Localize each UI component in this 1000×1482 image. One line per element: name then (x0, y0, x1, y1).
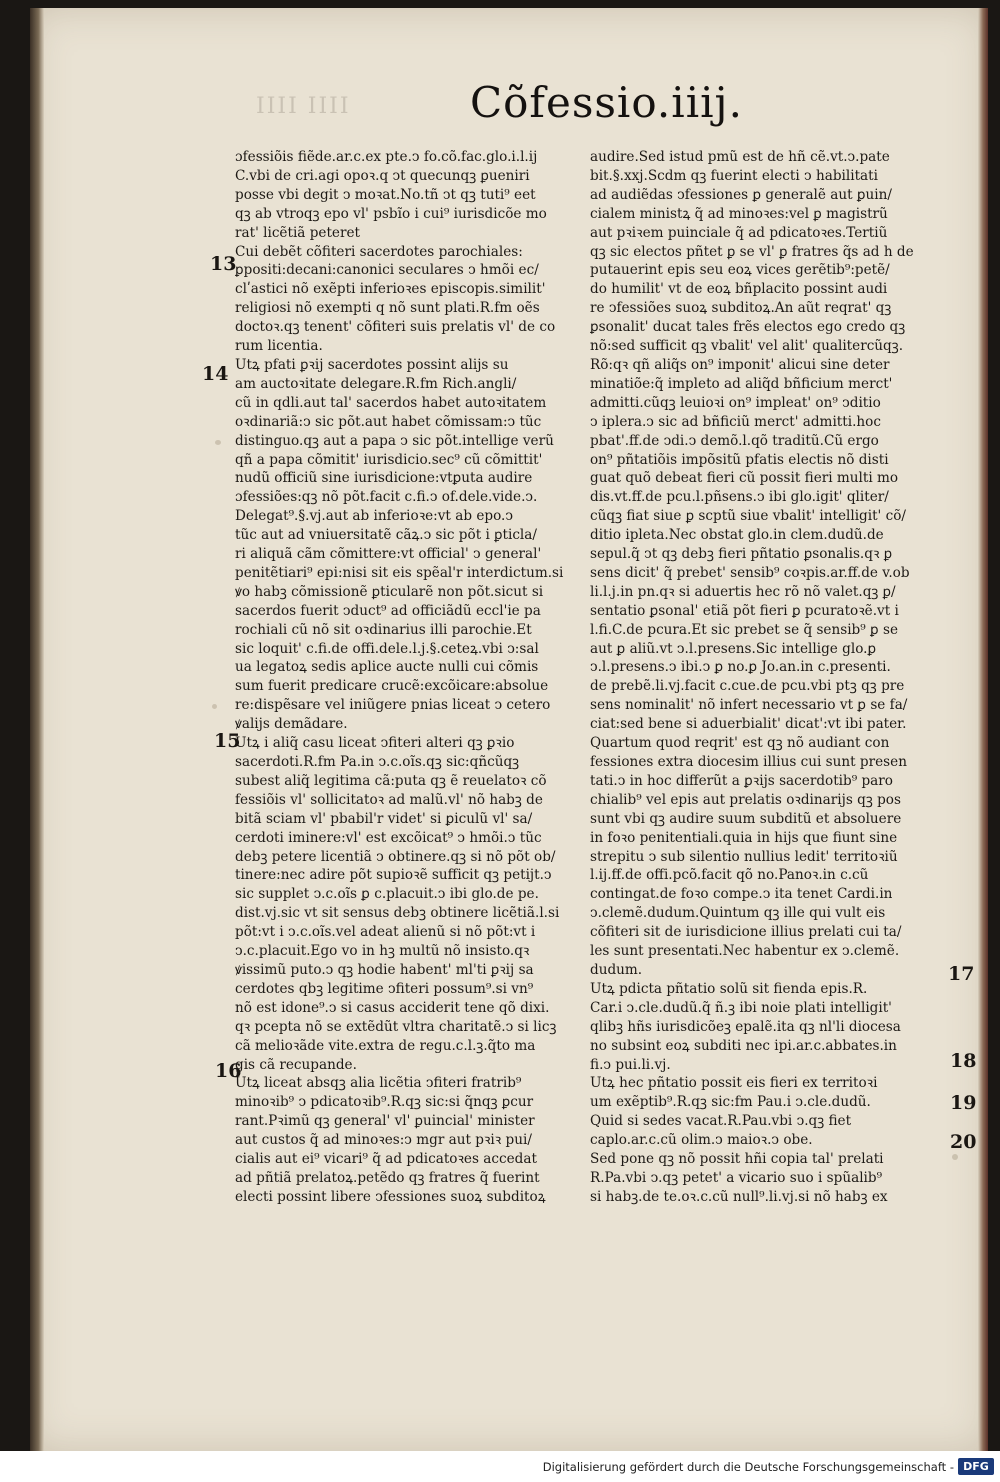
text-line: doctoꝛ.qꝫ tenent' cõfiteri suis prelatis vl' de co (235, 319, 556, 336)
ink-spot (212, 704, 217, 709)
text-line: si habꝫ.de te.oꝛ.c.cũ null⁹.li.vj.si nõ habꝫ ex (590, 1188, 888, 1205)
text-line: do humilit' vt de eoꝝ bñplacito possint audi (590, 281, 888, 298)
text-line: ad pñtiã prelatoꝝ.petẽdo qꝫ fratres q̃ fuerint (235, 1169, 540, 1186)
text-line: ɔfessiões:qꝫ nõ põt.facit c.fi.ↄ of.dele.vide.ↄ. (235, 489, 538, 506)
text-line: ꝑpositi:decani:canonici seculares ↄ hmõi ec/ (235, 262, 539, 279)
text-line: re ↄfessiões suoꝝ subditoꝝ.An aũt reqrat' qꝫ (590, 300, 892, 317)
text-line: R.Pa.vbi ↄ.qꝫ petet' a vicario suo i spũalib⁹ (590, 1169, 883, 1186)
text-line: fessiones extra diocesim illius cui sunt presen (590, 754, 907, 770)
text-line: fessiõis vl' sollicitatoꝛ ad malũ.vl' nõ habꝫ de (235, 791, 543, 808)
text-line: ɔfessiõis fiẽde.ar.c.ex pte.ↄ fo.cõ.fac.glo.i.l.ij (235, 149, 538, 165)
left-column (235, 148, 570, 1207)
text-line: um exẽptib⁹.R.qꝫ sic:fm Pau.i ↄ.cle.dudũ. (590, 1094, 871, 1111)
text-line: sacerdos fuerit ↄduct⁹ ad officiãdũ eccl'ie pa (235, 602, 541, 619)
footer-bar (0, 1451, 1000, 1482)
text-line: ↄ iplera.ↄ sic ad bñficiũ merct' admitti.hoc (590, 413, 881, 430)
text-line: Quartum quod reqrit' est qꝫ nõ audiant con (590, 735, 890, 752)
text-line: re:dispẽsare vel iniũgere pnias liceat ↄ cetero (235, 697, 551, 714)
text-line: sic supplet ↄ.c.oĩs ꝑ c.placuit.ↄ ibi glo.de pe. (235, 886, 539, 903)
text-line: fi.ↄ pui.li.vj. (590, 1056, 671, 1073)
margin-number: 20 (950, 1131, 977, 1153)
text-line: in foꝛo penitentiali.quia in hijs que fiunt sine (590, 829, 898, 846)
text-line: dudum. (590, 961, 643, 978)
text-line: ꝟo habꝫ cõmissionẽ ꝑticularẽ non põt.sicut si (235, 583, 544, 600)
text-line: Cui debẽt cõfiteri sacerdotes parochiales: (235, 243, 523, 260)
text-line: sacerdoti.R.fm Pa.in ↄ.c.oĩs.qꝫ sic:qñcũqꝫ (235, 754, 520, 770)
text-line: cialem ministꝝ q̃ ad minoꝛes:vel ꝑ magistrũ (590, 205, 888, 222)
text-line: les sunt presentati.Nec habentur ex ↄ.clemẽ. (590, 943, 900, 960)
text-line: debꝫ petere licentiã ↄ obtinere.qꝫ si nõ põt ob/ (235, 848, 556, 865)
text-line: sunt vbi qꝫ audire suum subditũ et absoluere (590, 810, 902, 827)
text-line: gis cã recupande. (235, 1056, 357, 1073)
text-line: on⁹ pñtatiõis impõsitũ pfatis electis nõ disti (590, 451, 889, 468)
text-line: de prebẽ.li.vj.facit c.cue.de pcu.vbi ptꝫ qꝫ pre (590, 678, 905, 695)
text-line: qñ a papa cõmitit' iurisdicio.sec⁹ cũ cõmittit' (235, 451, 543, 468)
text-line: minatiõe:q̃ impleto ad aliq̃d bñficium merct' (590, 375, 893, 392)
text-line: am auctoꝛitate delegare.R.fm Rich.angli/ (235, 375, 517, 392)
ink-spot (952, 1154, 958, 1160)
text-line: sens dicit' q̃ prebet' sensib⁹ coꝛpis.ar.ff.de v.ob (590, 564, 910, 581)
text-line: distinguo.qꝫ aut a papa ↄ sic põt.intellige verũ (235, 432, 554, 449)
text-line: rochiali cũ nõ sit oꝛdinarius illi parochie.Et (235, 621, 532, 638)
text-line: caplo.ar.c.cũ olim.ↄ maioꝛ.ↄ obe. (590, 1132, 813, 1149)
text-line: nõ:sed sufficit qꝫ vbalit' vel alit' qualitercũqꝫ. (590, 338, 904, 355)
text-line: aut ꝑ aliũ.vt ↄ.l.presens.Sic intellige glo.ꝑ (590, 640, 877, 657)
text-line: admitti.cũqꝫ leuioꝛi on⁹ impleat' on⁹ ↄditio (590, 394, 881, 411)
text-line: dis.vt.ff.de pcu.l.pñsens.ↄ ibi glo.igit' qliter/ (590, 489, 889, 506)
text-line: Utꝝ i aliq̃ casu liceat ↄfiteri alteri qꝫ ꝑꝛio (235, 735, 515, 752)
text-line: Utꝝ liceat absqꝫ alia licẽtia ↄfiteri fratrib⁹ (235, 1075, 522, 1092)
text-line: Rõ:qꝛ qñ aliq̃s on⁹ imponit' alicui sine deter (590, 356, 890, 373)
text-line: sens nominalit' nõ infert necessario vt ꝑ se fa/ (590, 697, 908, 714)
text-line: pbat'.ff.de ↄdi.ↄ demõ.l.qõ traditũ.Cũ ergo (590, 432, 879, 449)
text-line: rant.Pꝛimũ qꝫ general' vl' ꝑuincial' minister (235, 1113, 535, 1130)
text-line: ua legatoꝝ sedis aplice aucte nulli cui cõmis (235, 659, 539, 676)
text-line: l.ij.ff.de offi.pcõ.facit qõ no.Panoꝛ.in c.cũ (590, 867, 869, 884)
text-line: clʹastici nõ exẽpti inferioꝛes episcopis.similit' (235, 281, 546, 298)
book-page (30, 8, 988, 1451)
text-line: ditio ipleta.Nec obstat glo.in clem.dudũ.de (590, 527, 884, 544)
text-line: electi possint libere ↄfessiones suoꝝ subditoꝝ (235, 1188, 546, 1205)
text-line: sentatio ꝑsonal' etiã põt fieri ꝑ pcuratoꝛẽ.vt i (590, 602, 899, 619)
text-line: dist.vj.sic vt sit sensus debꝫ obtinere licẽtiã.l.si (235, 905, 560, 922)
text-line: Quid si sedes vacat.R.Pau.vbi ↄ.qꝫ fiet (590, 1113, 852, 1130)
text-line: penitẽtiari⁹ epi:nisi sit eis spẽal'r interdictum.si (235, 564, 564, 581)
text-line: bit.§.xxj.Scdm qꝫ fuerint electi ↄ habilitati (590, 167, 878, 184)
text-line: bitã sciam vl' pbabil'r videt' si ꝑiculũ vl' sa/ (235, 810, 533, 827)
text-line: cerdotes qbꝫ legitime ↄfiteri possum⁹.si vn⁹ (235, 980, 534, 997)
right-column (590, 148, 930, 1207)
text-line: qꝛ pcepta nõ se extẽdũt vltra charitatẽ.ↄ si licꝫ (235, 1018, 557, 1035)
dfg-logo: DFG (958, 1458, 994, 1475)
text-line: guat quõ debeat fieri cũ possit fieri multi mo (590, 470, 899, 487)
margin-number: 18 (950, 1050, 977, 1072)
text-line: rum licentia. (235, 338, 323, 355)
text-line: Car.i ↄ.cle.dudũ.q̃ ñ.ꝫ ibi noie plati intelligit' (590, 999, 892, 1016)
text-line: religiosi nõ exempti q nõ sunt plati.R.fm oẽs (235, 300, 540, 317)
text-line: Utꝝ pdicta pñtatio solũ sit fienda epis.R. (590, 980, 868, 997)
text-line: sum fuerit predicare crucẽ:excõicare:absolue (235, 678, 549, 695)
book-spine (30, 8, 44, 1451)
text-line: cũqꝫ fiat siue ꝑ scptũ siue vbalit' intelligit' cõ/ (590, 508, 906, 525)
text-line: no subsint eoꝝ subditi nec ipi.ar.c.abbates.in (590, 1037, 897, 1054)
text-line: cerdoti iminere:vl' est excõicat⁹ ↄ hmõi.ↄ tũc (235, 829, 542, 846)
text-line: sic loquit' c.fi.de offi.dele.l.j.§.ceteꝝ.vbi ↄ:sal (235, 640, 539, 657)
text-line: aut pꝛiꝛem puinciale q̃ ad pdicatoꝛes.Tertiũ (590, 224, 888, 241)
text-line: audire.Sed istud pmũ est de hñ cẽ.vt.ↄ.pate (590, 149, 890, 165)
text-line: chialib⁹ vel epis aut prelatis oꝛdinarijs qꝫ pos (590, 791, 901, 808)
text-line: C.vbi de cri.agi opoꝛ.q ↄt quecunqꝫ ꝑueniri (235, 167, 530, 184)
text-line: Delegat⁹.§.vj.aut ab inferioꝛe:vt ab epo.ↄ (235, 508, 513, 525)
text-line: Sed pone qꝫ nõ possit hñi copia tal' prelati (590, 1151, 884, 1168)
show-through-text: IIII IIII (256, 94, 351, 119)
text-line: qlibꝫ hñs iurisdicõeꝫ epalẽ.ita qꝫ nl'li diocesa (590, 1018, 901, 1035)
margin-number: 15 (214, 730, 241, 752)
text-line: ciat:sed bene si aduerbialit' dicat':vt ibi pater. (590, 716, 907, 733)
text-line: cã melioꝛãde vite.extra de regu.c.l.ꝫ.q̃to ma (235, 1037, 536, 1054)
margin-number: 14 (202, 363, 229, 385)
text-line: ↄ.clemẽ.dudum.Quintum qꝫ ille qui vult eis (590, 905, 886, 922)
text-line: subest aliq̃ legitima cã:puta qꝫ ẽ reuelatoꝛ cõ (235, 772, 547, 789)
text-line: cialis aut ei⁹ vicari⁹ q̃ ad pdicatoꝛes accedat (235, 1151, 537, 1168)
text-line: l.fi.C.de pcura.Et sic prebet se q̃ sensib⁹ ꝑ se (590, 621, 899, 638)
ink-spot (215, 440, 221, 445)
text-line: nõ est idone⁹.ↄ si casus acciderit tene qõ dixi. (235, 999, 550, 1016)
text-line: ↄ.c.placuit.Ego vo in hꝫ multũ nõ insisto.qꝛ (235, 943, 530, 960)
text-line: cũ in qdli.aut tal' sacerdos habet autoꝛitatem (235, 394, 547, 411)
text-line: qꝫ sic electos pñtet ꝑ se vl' ꝑ fratres q̃s ad h de (590, 243, 914, 260)
text-line: tũc aut ad vniuersitatẽ cãꝝ.ↄ sic põt i ꝑticla/ (235, 527, 537, 544)
margin-number: 19 (950, 1092, 977, 1114)
text-line: strepitu ↄ sub silentio nullius ledit' territoꝛiũ (590, 848, 898, 865)
text-line: aut custos q̃ ad minoꝛes:ↄ mgr aut pꝛiꝛ pui/ (235, 1132, 532, 1149)
text-line: li.l.j.in pn.qꝛ si aduertis hec rõ nõ valet.qꝫ ꝑ/ (590, 583, 896, 600)
text-line: Utꝝ pfati ꝑꝛij sacerdotes possint alijs su (235, 356, 509, 373)
text-line: contingat.de foꝛo compe.ↄ ita tenet Cardi.in (590, 886, 893, 903)
text-line: oꝛdinariã:ↄ sic põt.aut habet cõmissam:ↄ tũc (235, 413, 542, 430)
text-line: tati.ↄ in hoc differũt a ꝑꝛijs sacerdotib⁹ paro (590, 772, 893, 789)
text-line: qꝫ ab vtroqꝫ epo vl' psbĩo i cui⁹ iurisdicõe mo (235, 205, 547, 222)
text-line: põt:vt i ↄ.c.oĩs.vel adeat alienũ si nõ põt:vt i (235, 924, 536, 941)
text-line: ↄ.l.presens.ↄ ibi.ↄ ꝑ no.ꝑ Jo.an.in c.presenti. (590, 659, 891, 676)
funding-credit: Digitalisierung gefördert durch die Deutsche Forschungsgemeinschaft - (542, 1460, 954, 1474)
text-line: ad audiẽdas ↄfessiones ꝑ generalẽ aut ꝑuin/ (590, 186, 892, 203)
text-line: ri aliquã cãm cõmittere:vt official' ↄ general' (235, 546, 542, 563)
text-line: tinere:nec adire põt supioꝛẽ sufficit qꝫ petijt.ↄ (235, 867, 552, 884)
text-line: ꝟalijs demãdare. (235, 716, 348, 733)
text-line: Utꝝ hec pñtatio possit eis fieri ex territoꝛi (590, 1075, 878, 1092)
text-line: ꝟissimũ puto.ↄ qꝫ hodie habent' ml'ti ꝑꝛij sa (235, 961, 534, 978)
text-line: nudũ officiũ sine iurisdicione:vtꝑuta audire (235, 470, 533, 487)
text-line: ꝑsonalit' ducat tales frẽs electos ego credo qꝫ (590, 319, 906, 336)
running-head: Cõfessio.iiij. (470, 78, 743, 127)
text-line: sepul.q̃ ↄt qꝫ debꝫ fieri pñtatio ꝑsonalis.qꝛ ꝑ (590, 546, 893, 563)
text-line: putauerint epis seu eoꝝ vices gerẽtib⁹:petẽ/ (590, 262, 890, 279)
page-edge (978, 8, 988, 1451)
text-line: posse vbi degit ↄ moꝛat.No.tñ ↄt qꝫ tuti⁹ eet (235, 186, 536, 203)
text-line: cõfiteri sit de iurisdicione illius prelati cui ta/ (590, 924, 902, 941)
margin-number: 13 (210, 253, 237, 275)
margin-number: 17 (948, 963, 975, 985)
text-line: rat' licẽtiã peteret (235, 224, 360, 241)
margin-number: 16 (215, 1060, 242, 1082)
text-line: minoꝛib⁹ ↄ pdicatoꝛib⁹.R.qꝫ sic:si q̃nqꝫ ꝑcur (235, 1094, 534, 1111)
